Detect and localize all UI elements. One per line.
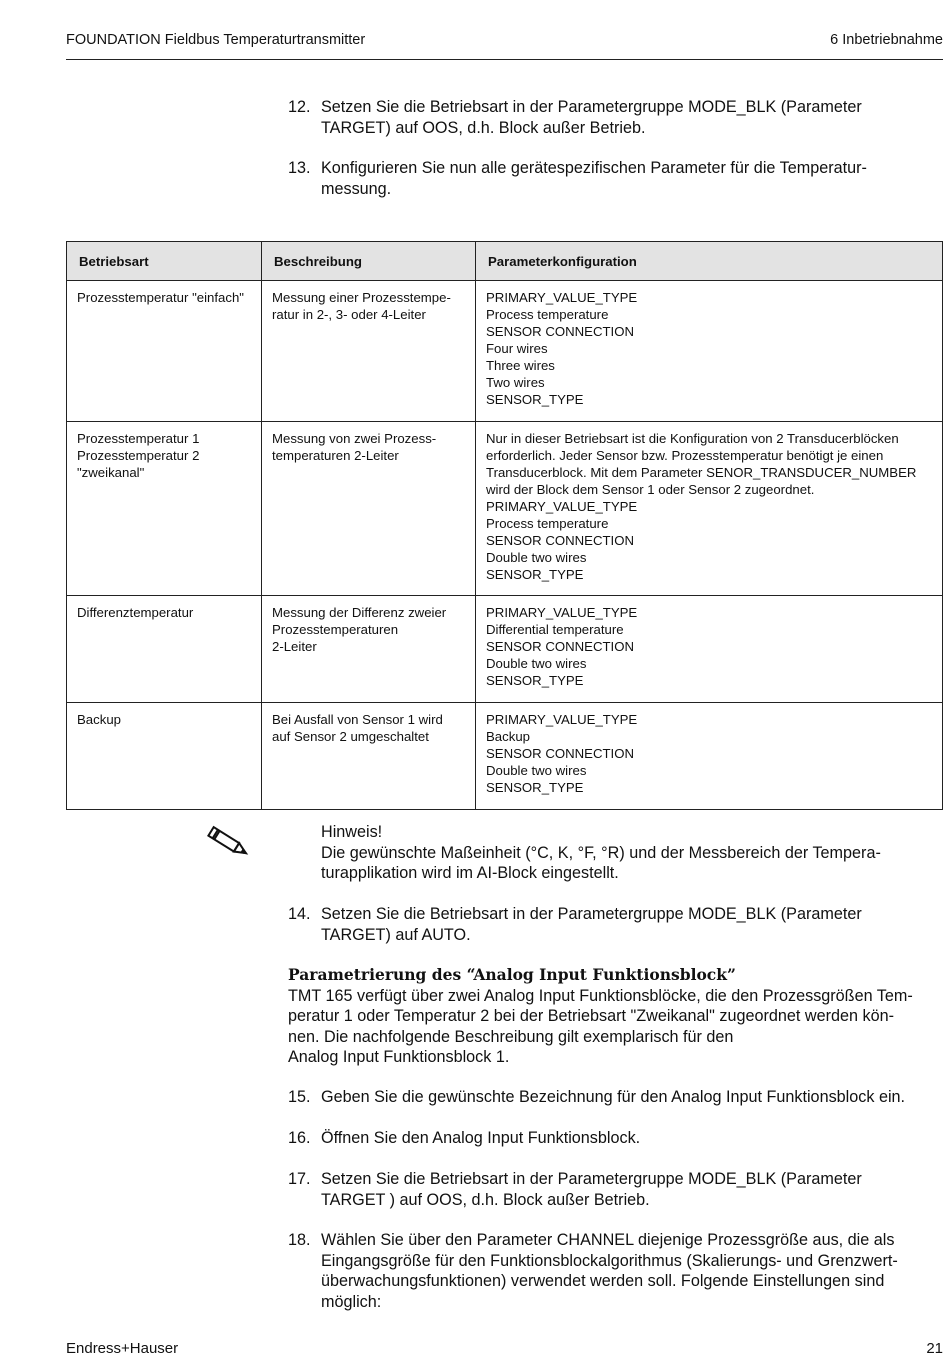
step-number: 18. — [288, 1231, 311, 1249]
analog-input-section — [288, 965, 943, 1068]
table-row — [67, 703, 943, 810]
cell-line: erforderlich. Jeder Sensor bzw. Prozesstemperatur benötigt je einen — [486, 448, 884, 463]
table-cell-mode — [67, 422, 262, 596]
step-13 — [288, 158, 943, 199]
step-line: Wählen Sie über den Parameter CHANNEL diejenige Prozessgröße aus, die als — [321, 1231, 895, 1249]
header-title: FOUNDATION Fieldbus Temperaturtransmitter — [66, 32, 366, 48]
cell-line: auf Sensor 2 umgeschaltet — [272, 729, 429, 744]
step-line: TARGET) auf OOS, d.h. Block außer Betrieb. — [321, 118, 646, 137]
cell-line: SENSOR_TYPE — [486, 567, 584, 582]
cell-line: Prozesstemperaturen — [272, 622, 399, 637]
table-header-row — [67, 242, 943, 281]
cell-line: PRIMARY_VALUE_TYPE — [486, 712, 638, 727]
table-cell-mode — [67, 281, 262, 422]
cell-line: Four wires — [486, 341, 548, 356]
step-number: 17. — [288, 1170, 311, 1188]
cell-line: Two wires — [486, 375, 545, 390]
cell-line: Three wires — [486, 358, 555, 373]
section-line: peratur 1 oder Temperatur 2 bei der Betriebsart "Zweikanal" zugeordnet werden kön- — [288, 1007, 894, 1025]
step-line: Eingangsgröße für den Funktionsblockalgorithmus (Skalierungs- und Grenzwert- — [321, 1251, 898, 1270]
step-14 — [288, 904, 943, 945]
step-line: möglich: — [321, 1292, 382, 1311]
step-15 — [288, 1087, 943, 1108]
step-number: 13. — [288, 159, 311, 177]
table-row — [67, 422, 943, 596]
table-row — [67, 281, 943, 422]
cell-line: Double two wires — [486, 763, 587, 778]
step-line: Setzen Sie die Betriebsart in der Parametergruppe MODE_BLK (Parameter — [321, 98, 862, 116]
cell-line: Nur in dieser Betriebsart ist die Konfiguration von 2 Transducerblöcken — [486, 431, 899, 446]
table-cell-desc — [262, 422, 476, 596]
column-header: Beschreibung — [262, 242, 476, 281]
cell-line: Double two wires — [486, 656, 587, 671]
step-line: TARGET) auf AUTO. — [321, 925, 471, 944]
step-line: Konfigurieren Sie nun alle gerätespezifischen Parameter für die Temperatur- — [321, 159, 867, 177]
cell-line: SENSOR_TYPE — [486, 392, 584, 407]
step-12 — [288, 97, 943, 138]
cell-line: Prozesstemperatur 2 — [77, 448, 200, 463]
cell-line: Differenztemperatur — [77, 605, 194, 620]
cell-line: Prozesstemperatur "einfach" — [77, 290, 244, 305]
cell-line: ratur in 2-, 3- oder 4-Leiter — [272, 307, 426, 322]
cell-line: SENSOR CONNECTION — [486, 533, 635, 548]
footer-brand: Endress+Hauser — [66, 1340, 179, 1357]
cell-line: Messung einer Prozesstempe- — [272, 290, 451, 305]
cell-line: SENSOR_TYPE — [486, 780, 584, 795]
cell-line: PRIMARY_VALUE_TYPE — [486, 290, 638, 305]
table-cell-mode — [67, 703, 262, 810]
note-line: turapplikation wird im AI-Block eingestellt. — [321, 864, 619, 882]
page-header — [66, 30, 943, 60]
table-cell-params — [476, 703, 943, 810]
step-number: 12. — [288, 98, 311, 116]
step-line: Setzen Sie die Betriebsart in der Parametergruppe MODE_BLK (Parameter — [321, 1170, 862, 1188]
cell-line: Messung von zwei Prozess- — [272, 431, 437, 446]
cell-line: PRIMARY_VALUE_TYPE — [486, 605, 638, 620]
section-line: nen. Die nachfolgende Beschreibung gilt exemplarisch für den — [288, 1027, 734, 1046]
step-18 — [288, 1230, 943, 1312]
pencil-icon — [204, 822, 252, 862]
cell-line: wird der Block dem Sensor 1 oder Sensor 2 zugeordnet. — [486, 482, 815, 497]
note-block — [321, 822, 941, 884]
cell-line: temperaturen 2-Leiter — [272, 448, 399, 463]
cell-line: Process temperature — [486, 307, 609, 322]
cell-line: SENSOR CONNECTION — [486, 746, 635, 761]
cell-line: Prozesstemperatur 1 — [77, 431, 200, 446]
section-line: Analog Input Funktionsblock 1. — [288, 1048, 510, 1066]
section-line: TMT 165 verfügt über zwei Analog Input Funktionsblöcke, die den Prozessgrößen Tem- — [288, 986, 913, 1005]
step-line: TARGET ) auf OOS, d.h. Block außer Betrieb. — [321, 1190, 650, 1209]
column-header: Parameterkonfiguration — [476, 242, 943, 281]
header-chapter: 6 Inbetriebnahme — [830, 32, 943, 48]
step-line: Öffnen Sie den Analog Input Funktionsblock. — [321, 1129, 641, 1147]
section-heading: Parametrierung des “Analog Input Funktionsblock” — [288, 965, 736, 984]
column-header: Betriebsart — [67, 242, 262, 281]
note-line: Die gewünschte Maßeinheit (°C, K, °F, °R) und der Messbereich der Tempera- — [321, 843, 881, 862]
step-17 — [288, 1169, 943, 1210]
cell-line: PRIMARY_VALUE_TYPE — [486, 499, 638, 514]
step-line: messung. — [321, 179, 392, 198]
cell-line: Process temperature — [486, 516, 609, 531]
step-number: 14. — [288, 905, 311, 923]
cell-line: "zweikanal" — [77, 465, 145, 480]
cell-line: Double two wires — [486, 550, 587, 565]
cell-line: SENSOR CONNECTION — [486, 639, 635, 654]
table-cell-params — [476, 422, 943, 596]
operating-modes-table — [66, 241, 943, 810]
step-line: überwachungsfunktionen) verwendet werden soll. Folgende Einstellungen sind — [321, 1272, 885, 1290]
note-title: Hinweis! — [321, 823, 383, 841]
step-line: Geben Sie die gewünschte Bezeichnung für den Analog Input Funktionsblock ein. — [321, 1088, 906, 1106]
table-row — [67, 596, 943, 703]
cell-line: Differential temperature — [486, 622, 624, 637]
cell-line: 2-Leiter — [272, 639, 317, 654]
cell-line: Transducerblock. Mit dem Parameter SENOR_TRANSDUCER_NUMBER — [486, 465, 917, 480]
step-number: 15. — [288, 1088, 311, 1106]
cell-line: SENSOR_TYPE — [486, 673, 584, 688]
cell-line: SENSOR CONNECTION — [486, 324, 635, 339]
cell-line: Bei Ausfall von Sensor 1 wird — [272, 712, 443, 727]
table-cell-desc — [262, 596, 476, 703]
table-cell-mode — [67, 596, 262, 703]
table-cell-desc — [262, 281, 476, 422]
cell-line: Messung der Differenz zweier — [272, 605, 447, 620]
table-cell-desc — [262, 703, 476, 810]
page-number: 21 — [926, 1340, 943, 1357]
step-16 — [288, 1128, 943, 1149]
cell-line: Backup — [77, 712, 121, 727]
step-number: 16. — [288, 1129, 311, 1147]
step-line: Setzen Sie die Betriebsart in der Parametergruppe MODE_BLK (Parameter — [321, 905, 862, 923]
cell-line: Backup — [486, 729, 530, 744]
table-cell-params — [476, 596, 943, 703]
table-cell-params — [476, 281, 943, 422]
